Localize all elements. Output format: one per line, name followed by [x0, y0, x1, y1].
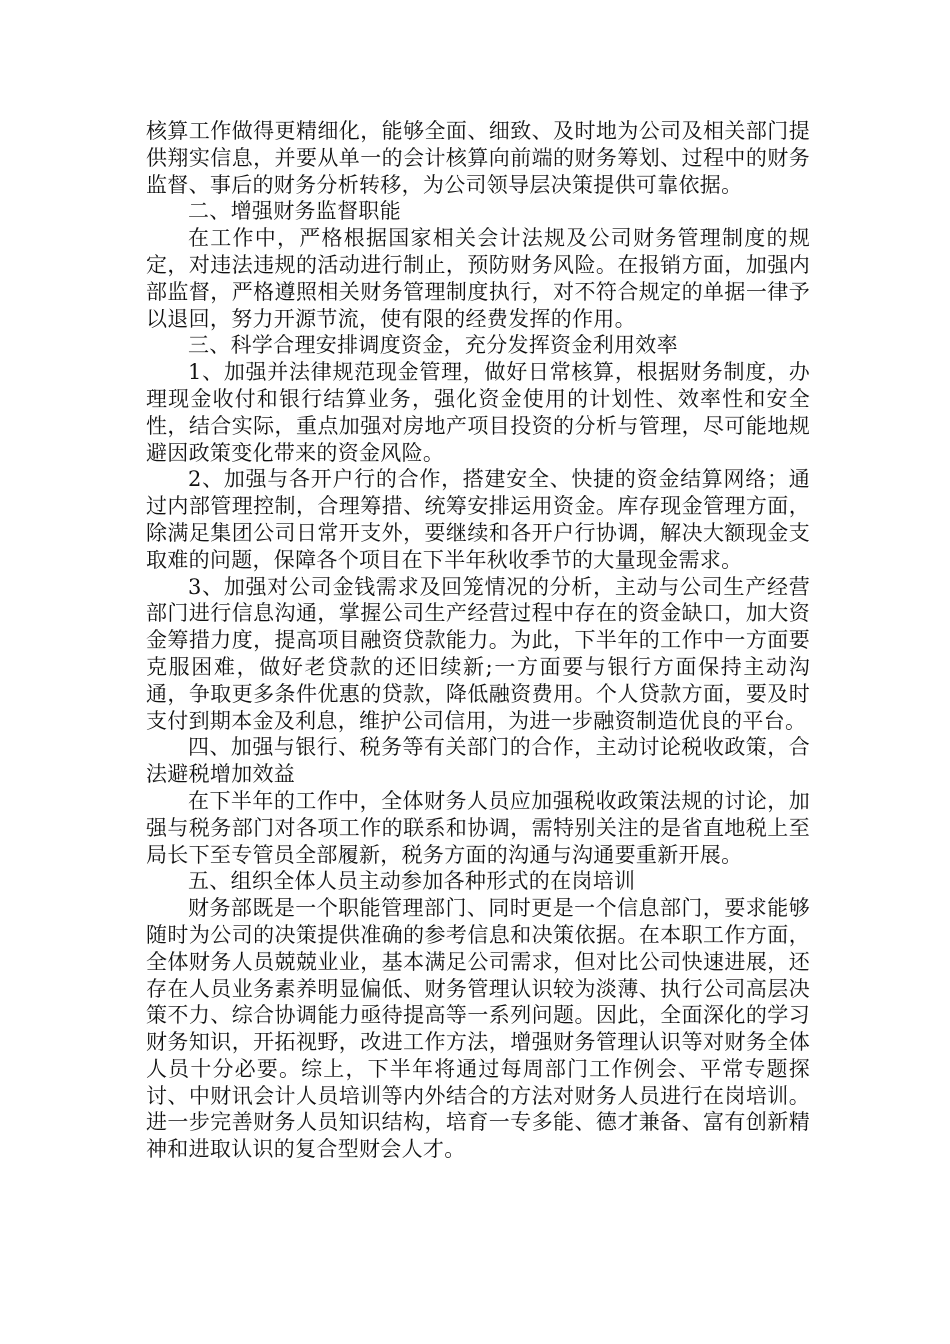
- section-heading-4: 四、加强与银行、税务等有关部门的合作，主动讨论税收政策，合法避税增加效益: [146, 735, 810, 787]
- paragraph-continuation: 核算工作做得更精细化，能够全面、细致、及时地为公司及相关部门提供翔实信息，并要从单一的会计核算向前端的财务筹划、过程中的财务监督、事后的财务分析转移，为公司领导层决策提供可靠依据。: [146, 119, 810, 197]
- list-item-2: 2、加强与各开户行的合作，搭建安全、快捷的资金结算网络；通过内部管理控制，合理筹措、统筹安排运用资金。库存现金管理方面，除满足集团公司日常开支外，要继续和各开户行协调，解决大额现金支取难的问题，保障各个项目在下半年秋收季节的大量现金需求。: [146, 467, 810, 572]
- document-body: [146, 118, 810, 1163]
- list-item-3: 3、加强对公司金钱需求及回笼情况的分析，主动与公司生产经营部门进行信息沟通，掌握公司生产经营过程中存在的资金缺口，加大资金筹措力度，提高项目融资贷款能力。为此，下半年的工作中一方面要克服困难，做好老贷款的还旧续新;一方面要与银行方面保持主动沟通，争取更多条件优惠的贷款，降低融资费用。个人贷款方面，要及时支付到期本金及利息，维护公司信用，为进一步融资制造优良的平台。: [146, 574, 810, 733]
- paragraph: 在工作中，严格根据国家相关会计法规及公司财务管理制度的规定，对违法违规的活动进行制止，预防财务风险。在报销方面，加强内部监督，严格遵照相关财务管理制度执行，对不符合规定的单据一律予以退回，努力开源节流，使有限的经费发挥的作用。: [146, 226, 810, 331]
- paragraph: 财务部既是一个职能管理部门、同时更是一个信息部门，要求能够随时为公司的决策提供准确的参考信息和决策依据。在本职工作方面，全体财务人员兢兢业业，基本满足公司需求，但对比公司快速进展，还存在人员业务素养明显偏低、财务管理认识较为淡薄、执行公司高层决策不力、综合协调能力亟待提高等一系列问题。因此，全面深化的学习财务知识，开拓视野，改进工作方法，增强财务管理认识等对财务全体人员十分必要。综上，下半年将通过每周部门工作例会、平常专题探讨、中财讯会计人员培训等内外结合的方法对财务人员进行在岗培训。进一步完善财务人员知识结构，培育一专多能、德才兼备、富有创新精神和进取认识的复合型财会人才。: [146, 896, 810, 1162]
- section-heading-3: 三、科学合理安排调度资金，充分发挥资金利用效率: [188, 333, 678, 358]
- section-heading-5: 五、组织全体人员主动参加各种形式的在岗培训: [188, 869, 636, 894]
- list-item-1: 1、加强并法律规范现金管理，做好日常核算，根据财务制度，办理现金收付和银行结算业务，强化资金使用的计划性、效率性和安全性，结合实际，重点加强对房地产项目投资的分析与管理，尽可能地规避因政策变化带来的资金风险。: [146, 360, 810, 465]
- paragraph: 在下半年的工作中，全体财务人员应加强税收政策法规的讨论，加强与税务部门对各项工作的联系和协调，需特别关注的是省直地税上至局长下至专管员全部履新，税务方面的沟通与沟通要重新开展。: [146, 788, 810, 867]
- section-heading-2: 二、增强财务监督职能: [188, 199, 401, 224]
